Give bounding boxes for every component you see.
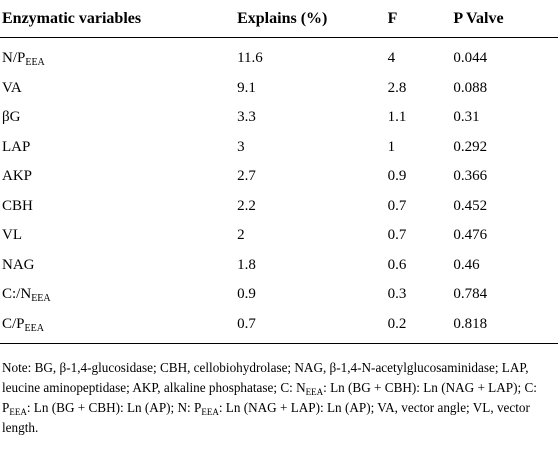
note-subscript: EEA xyxy=(9,407,27,417)
cell-p: 0.292 xyxy=(453,138,488,155)
variable-subscript: EEA xyxy=(25,57,45,69)
note-text: : Ln (BG + CBH): Ln (NAG + LAP); C: P xyxy=(2,380,537,415)
cell-explains: 0.7 xyxy=(237,310,388,344)
variable-name: VL xyxy=(2,227,22,244)
cell-variable xyxy=(0,221,237,251)
cell-p: 0.366 xyxy=(453,168,488,185)
cell-explains: 9.1 xyxy=(237,79,256,96)
cell-f: 0.7 xyxy=(387,197,407,214)
cell-p: 0.476 xyxy=(453,227,488,244)
table-row xyxy=(0,38,558,74)
header-explains: Explains (%) xyxy=(237,0,388,38)
table-row xyxy=(0,133,558,163)
table-row xyxy=(0,192,558,222)
variable-name: N/P xyxy=(2,50,26,67)
cell-variable xyxy=(0,133,237,163)
table-row xyxy=(0,162,558,192)
cell-p: 0.46 xyxy=(453,256,480,273)
header-f: F xyxy=(388,0,454,38)
cell-p: 0.31 xyxy=(453,109,480,126)
variable-name: C:/N xyxy=(2,286,32,303)
note-text: Note: BG, β-1,4-glucosidase; CBH, cellobiohydrolase; NAG, β-1,4-N-acetylglucosaminidase; LAP, leucine aminopeptidase; AKP, alkaline phosphatase; C: N xyxy=(2,360,529,395)
variable-name: βG xyxy=(2,109,21,126)
cell-explains: 3 xyxy=(237,138,245,155)
table-row xyxy=(0,74,558,104)
cell-p: 0.452 xyxy=(453,197,488,214)
cell-variable xyxy=(0,280,237,310)
note-text: : Ln (NAG + LAP): Ln (AP); VA, vector angle; VL, vector length. xyxy=(2,400,530,435)
cell-f: 0.9 xyxy=(387,168,407,185)
cell-f: 0.6 xyxy=(387,256,407,273)
table-row xyxy=(0,280,558,310)
cell-p: 0.088 xyxy=(453,79,488,96)
table-row xyxy=(0,103,558,133)
table-footnote xyxy=(2,358,554,438)
variable-subscript: EEA xyxy=(31,293,51,305)
cell-p: 0.044 xyxy=(453,50,488,67)
cell-variable xyxy=(0,74,237,104)
table-row xyxy=(0,221,558,251)
cell-f: 2.8 xyxy=(387,79,407,96)
note-subscript: EEA xyxy=(305,387,324,397)
variable-subscript: EEA xyxy=(24,322,44,334)
variable-name: CBH xyxy=(2,197,33,214)
cell-explains: 3.3 xyxy=(237,109,256,126)
cell-f: 1 xyxy=(387,138,396,155)
cell-variable xyxy=(0,162,237,192)
cell-f: 1.1 xyxy=(387,109,407,126)
note-text: : Ln (BG + CBH): Ln (AP); N: P xyxy=(26,400,202,415)
header-enzymatic-variables: Enzymatic variables xyxy=(0,0,237,38)
cell-p: 0.784 xyxy=(453,286,488,303)
note-subscript: EEA xyxy=(201,407,219,417)
cell-explains: 2.7 xyxy=(237,168,256,185)
variable-name: VA xyxy=(2,79,22,96)
cell-explains: 0.9 xyxy=(237,286,256,303)
cell-variable xyxy=(0,310,237,344)
variable-name: AKP xyxy=(2,168,33,185)
cell-f: 0.7 xyxy=(387,227,407,244)
cell-explains: 11.6 xyxy=(237,50,263,67)
header-p-valve: P Valve xyxy=(453,0,558,38)
cell-variable xyxy=(0,38,237,74)
table-row xyxy=(0,310,558,344)
cell-variable xyxy=(0,192,237,222)
cell-f: 4 xyxy=(387,50,396,67)
cell-variable xyxy=(0,103,237,133)
variable-name: C/P xyxy=(2,315,25,332)
variable-name: NAG xyxy=(2,256,35,273)
cell-explains: 2 xyxy=(237,227,245,244)
cell-f: 0.2 xyxy=(388,310,454,344)
cell-explains: 2.2 xyxy=(237,197,256,214)
variable-name: LAP xyxy=(2,138,31,155)
cell-explains: 1.8 xyxy=(237,256,256,273)
cell-f: 0.3 xyxy=(387,286,407,303)
cell-variable xyxy=(0,251,237,281)
table-row xyxy=(0,251,558,281)
table-header-row xyxy=(0,0,558,38)
cell-p: 0.818 xyxy=(453,310,558,344)
